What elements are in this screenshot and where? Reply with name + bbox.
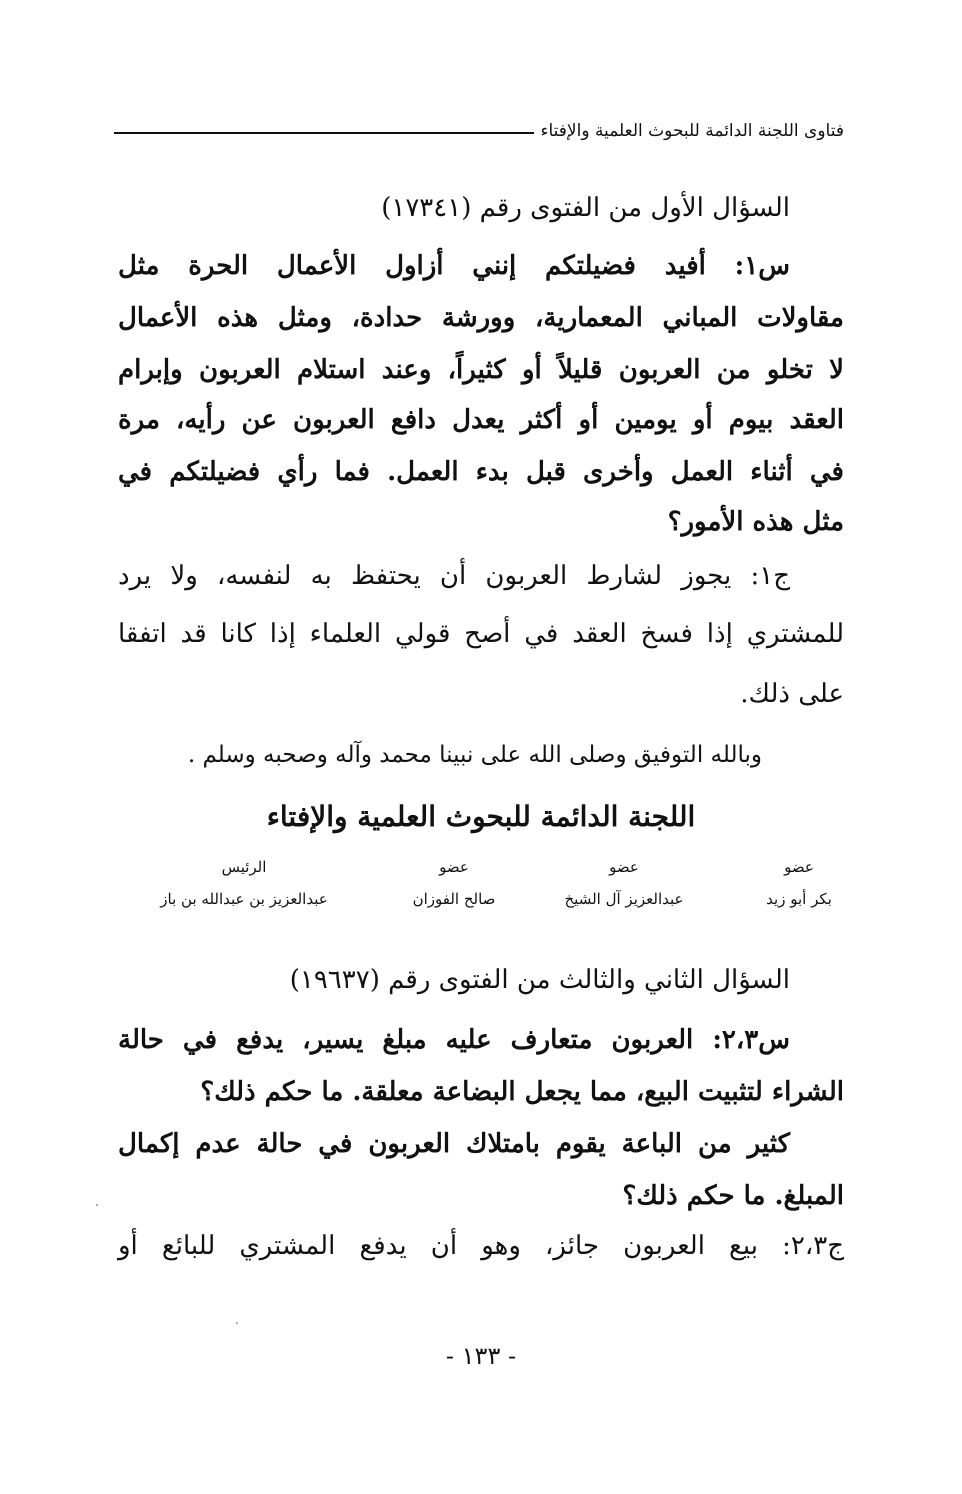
fatwa-1-question-line: في أثناء العمل وأخرى قبل بدء العمل. فما رأي فضيلتكم في [118, 457, 844, 487]
fatwa-1-question-line: لا تخلو من العربون قليلاً أو كثيراً، وعند استلام العربون وإبرام [118, 355, 844, 385]
scan-speck [236, 1322, 238, 1324]
fatwa-2-question-line: س٢،٣: العربون متعارف عليه مبلغ يسير، يدفع في حالة [118, 1025, 790, 1055]
fatwa-1-answer-line: للمشتري إذا فسخ العقد في أصح قولي العلماء إذا كانا قد اتفقا [118, 619, 844, 649]
scan-speck [96, 1204, 98, 1206]
fatwa-2-question-line: الشراء لتثبيت البيع، مما يجعل البضاعة معلقة. ما حكم ذلك؟ [200, 1077, 844, 1107]
signatory [144, 858, 344, 908]
signatory-name: عبدالعزيز بن عبدالله بن باز [160, 890, 328, 908]
signatory-name: بكر أبو زيد [766, 890, 832, 908]
closing-formula: وبالله التوفيق وصلى الله على نبينا محمد وآله وصحبه وسلم . [187, 742, 762, 768]
signatory [554, 858, 694, 908]
committee-name: اللجنة الدائمة للبحوث العلمية والإفتاء [266, 800, 696, 833]
signatory [394, 858, 514, 908]
page-number: - ١٣٣ - [445, 1342, 517, 1370]
fatwa-1-answer-line: على ذلك. [740, 679, 844, 709]
signatory-role: عضو [784, 858, 814, 876]
fatwa-2-heading: السؤال الثاني والثالث من الفتوى رقم (١٩٦٣٧) [289, 965, 790, 995]
signatory-role: الرئيس [221, 858, 267, 876]
running-header [114, 116, 844, 146]
fatwa-1-question-line: مقاولات المباني المعمارية، وورشة حدادة، ومثل هذه الأعمال [118, 303, 844, 333]
fatwa-1-answer-line: ج١: يجوز لشارط العربون أن يحتفظ به لنفسه، ولا يرد [118, 561, 790, 591]
fatwa-2-question-line: كثير من الباعة يقوم بامتلاك العربون في حالة عدم إكمال [118, 1129, 790, 1159]
signatory-role: عضو [439, 858, 469, 876]
signatory-role: عضو [609, 858, 639, 876]
signatures-block [118, 858, 844, 928]
fatwa-1-question-line: العقد بيوم أو يومين أو أكثر يعدل دافع العربون عن رأيه، مرة [118, 405, 844, 435]
signatory-name: صالح الفوزان [412, 890, 496, 908]
fatwa-1-question-line: س١: أفيد فضيلتكم إنني أزاول الأعمال الحرة مثل [118, 251, 790, 281]
fatwa-2-answer-line: ج٢،٣: بيع العربون جائز، وهو أن يدفع المشتري للبائع أو [118, 1231, 844, 1261]
running-title: فتاوى اللجنة الدائمة للبحوث العلمية والإفتاء [540, 121, 844, 141]
fatwa-1-heading: السؤال الأول من الفتوى رقم (١٧٣٤١) [381, 193, 790, 223]
signatory [754, 858, 844, 908]
fatwa-1-question-line: مثل هذه الأمور؟ [667, 507, 844, 537]
fatwa-2-question-line: المبلغ. ما حكم ذلك؟ [622, 1181, 844, 1211]
signatory-name: عبدالعزيز آل الشيخ [564, 890, 684, 908]
header-rule [114, 132, 534, 134]
